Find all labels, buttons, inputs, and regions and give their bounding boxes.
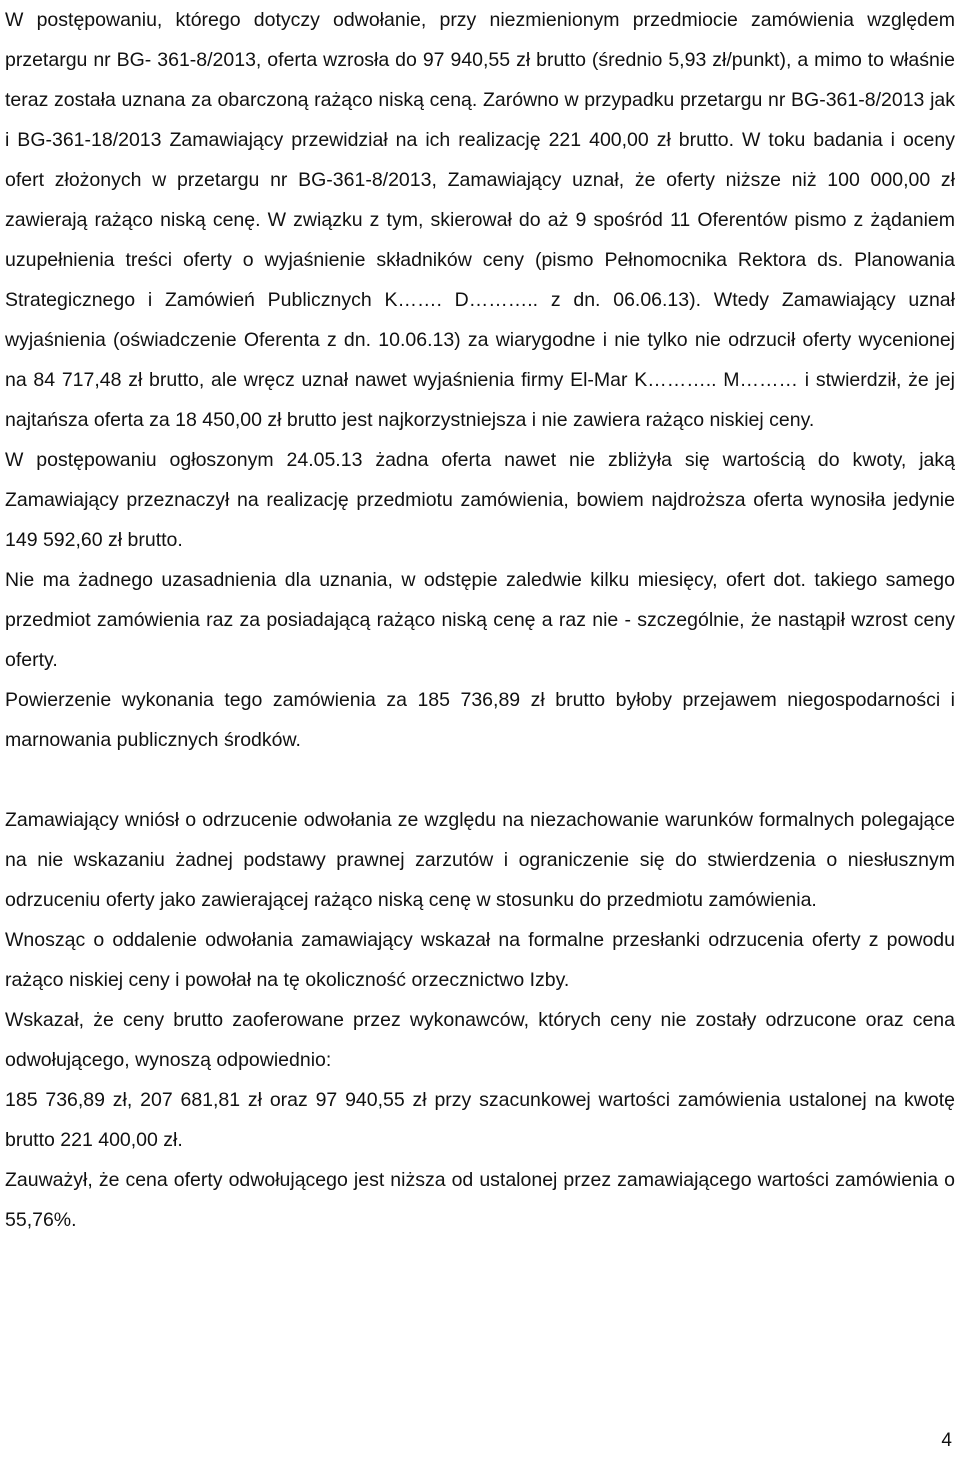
paragraph-postepowanie-24-05: W postępowaniu ogłoszonym 24.05.13 żadna oferta nawet nie zbliżyła się wartością do kwoty, jaką Zamawiający przeznaczył na realizację przedmiotu zamówienia, bowiem najdroższa oferta wynosiła jedynie 149 592,60 zł brutto. — [5, 449, 955, 551]
paragraph-kwoty-ofert: 185 736,89 zł, 207 681,81 zł oraz 97 940,55 zł przy szacunkowej wartości zamówienia ustalonej na kwotę brutto 221 400,00 zł. — [5, 1089, 955, 1151]
paragraph-ceny-brutto: Wskazał, że ceny brutto zaoferowane przez wykonawców, których ceny nie zostały odrzucone oraz cena odwołującego, wynoszą odpowiednio: — [5, 1009, 955, 1071]
page-number: 4 — [941, 1430, 952, 1451]
paragraph-odwolanie-tresc: W postępowaniu, którego dotyczy odwołanie, przy niezmienionym przedmiocie zamówienia względem przetargu nr BG- 361-8/2013, oferta wzrosła do 97 940,55 zł brutto (średnio 5,93 zł/punkt), a mimo to właśnie teraz została uznana za obarczoną rażąco niską ceną. Zarówno w przypadku przetargu nr BG-361-8/2013 jak i BG-361-18/2013 Zamawiający przewidział na ich realizację 221 400,00 zł brutto. W toku badania i oceny ofert złożonych w przetargu nr BG-361-8/2013, Zamawiający uznał, że oferty niższe niż 100 000,00 zł zawierają rażąco niską cenę. W związku z tym, skierował do aż 9 spośród 11 Oferentów pismo z żądaniem uzupełnienia treści oferty o wyjaśnienie składników ceny (pismo Pełnomocnika Rektora ds. Planowania Strategicznego i Zamówień Publicznych K……. D……….. z dn. 06.06.13). Wtedy Zamawiający uznał wyjaśnienia (oświadczenie Oferenta z dn. 10.06.13) za wiarygodne i nie tylko nie odrzucił oferty wycenionej na 84 717,48 zł brutto, ale wręcz uznał nawet wyjaśnienia firmy El-Mar K……….. M……… i stwierdził, że jej najtańsza oferta za 18 450,00 zł brutto jest najkorzystniejsza i nie zawiera rażąco niskiej ceny. — [5, 9, 955, 431]
paragraph-niegospodarnosc: Powierzenie wykonania tego zamówienia za 185 736,89 zł brutto byłoby przejawem niegospodarności i marnowania publicznych środków. — [5, 689, 955, 751]
paragraph-brak-uzasadnienia: Nie ma żadnego uzasadnienia dla uznania, w odstępie zaledwie kilku miesięcy, ofert dot. takiego samego przedmiot zamówienia raz za posiadającą rażąco niską cenę a raz nie - szczególnie, że nastąpił wzrost ceny oferty. — [5, 569, 955, 671]
paragraph-cena-nizsza: Zauważył, że cena oferty odwołującego jest niższa od ustalonej przez zamawiającego wartości zamówienia o 55,76%. — [5, 1169, 955, 1231]
document-page — [5, 0, 955, 1240]
paragraph-oddalenie-odwolania: Wnosząc o oddalenie odwołania zamawiający wskazał na formalne przesłanki odrzucenia oferty z powodu rażąco niskiej ceny i powołał na tę okoliczność orzecznictwo Izby. — [5, 929, 955, 991]
paragraph-wniosek-zamawiajacego: Zamawiający wniósł o odrzucenie odwołania ze względu na niezachowanie warunków formalnych polegające na nie wskazaniu żadnej podstawy prawnej zarzutów i ograniczenie się do stwierdzenia o niesłusznym odrzuceniu oferty jako zawierającej rażąco niską cenę w stosunku do przedmiotu zamówienia. — [5, 809, 955, 911]
paragraph-spacer — [5, 760, 955, 800]
